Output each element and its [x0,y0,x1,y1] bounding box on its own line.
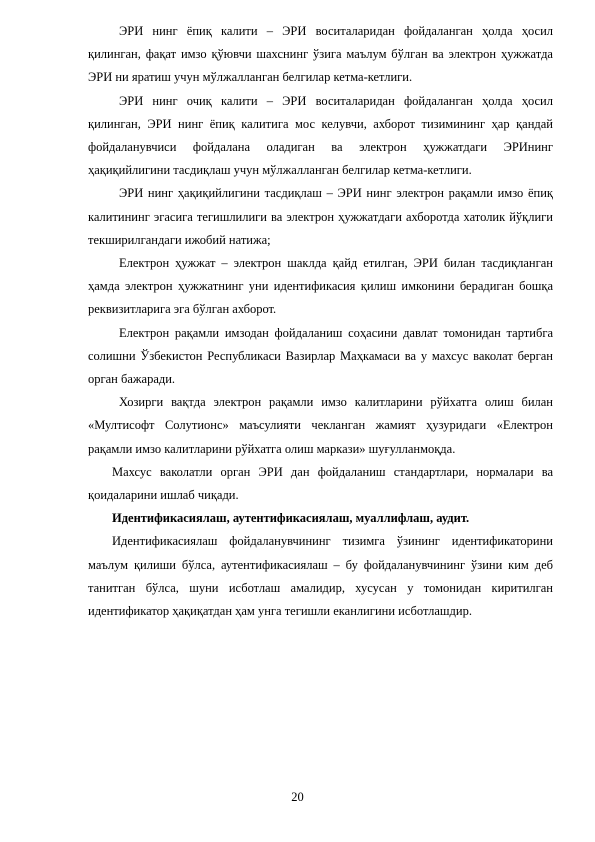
paragraph-registration-center: Хозирги вақтда электрон рақамли имзо калитларини рўйхатга олиш билан «Мултисофт Солутионс» маъсулияти чекланган жамият ҳузуридаги «Електрон рақамли имзо калитларини рўйхатга олиш маркази» шуғулланмоқда. [88,395,553,456]
paragraph-standards: Махсус ваколатли орган ЭРИ дан фойдаланиш стандартлари, нормалари ва қоидаларини ишлаб чиқади. [88,464,553,503]
paragraph-private-key-definition: ЭРИ нинг ёпиқ калити – ЭРИ воситаларидан фойдаланган ҳолда ҳосил қилинган, фақат имзо қўювчи шахснинг ўзига маълум бўлган ва электрон ҳужжатда ЭРИ ни яратиш учун мўлжалланган белгилар кетма-кетлиги. [88,24,553,85]
section-heading: Идентификасиялаш, аутентификасиялаш, муаллифлаш, аудит. [112,511,470,526]
paragraph-public-key-definition: ЭРИ нинг очиқ калити – ЭРИ воситаларидан фойдаланган ҳолда ҳосил қилинган, ЭРИ нинг ёпиқ калитига мос келувчи, ахборот тизимининг ҳар қандай фойдаланувчиси фойдалана оладиган ва электрон ҳужжатдаги ЭРИнинг ҳақиқийлигини тасдиқлаш учун мўлжалланган белгилар кетма-кетлиги. [88,93,553,178]
body-text [88,20,553,623]
paragraph-state-regulation: Електрон рақамли имзодан фойдаланиш соҳасини давлат томонидан тартибга солишни Ўзбекистон Республикаси Вазирлар Маҳкамаси ва у махсус ваколат берган орган бажаради. [88,325,553,387]
paragraph-identification: Идентификасиялаш фойдаланувчининг тизимга ўзининг идентификаторини маълум қилиши бўлса, аутентификасиялаш – бу фойдаланувчининг ўзини ким деб танитган бўлса, шуни исботлаш амалидир, хусусан у томонидан киритилган идентификатор ҳақиқатдан ҳам унга тегишли еканлигини исботлашдир. [88,534,553,619]
page-number: 20 [291,790,304,804]
paragraph-signature-verification: ЭРИ нинг ҳақиқийлигини тасдиқлаш – ЭРИ нинг электрон рақамли имзо ёпиқ калитининг эгасига тегишлилиги ва электрон ҳужжатдаги ахборотда хатолик йўқлиги текширилгандаги ижобий натижа; [88,186,553,247]
paragraph-electronic-document: Електрон ҳужжат – электрон шаклда қайд етилган, ЭРИ билан тасдиқланган ҳамда электрон ҳужжатнинг уни идентификасия қилиш имконини берадиган бошқа реквизитларига эга бўлган ахборот. [88,256,553,317]
